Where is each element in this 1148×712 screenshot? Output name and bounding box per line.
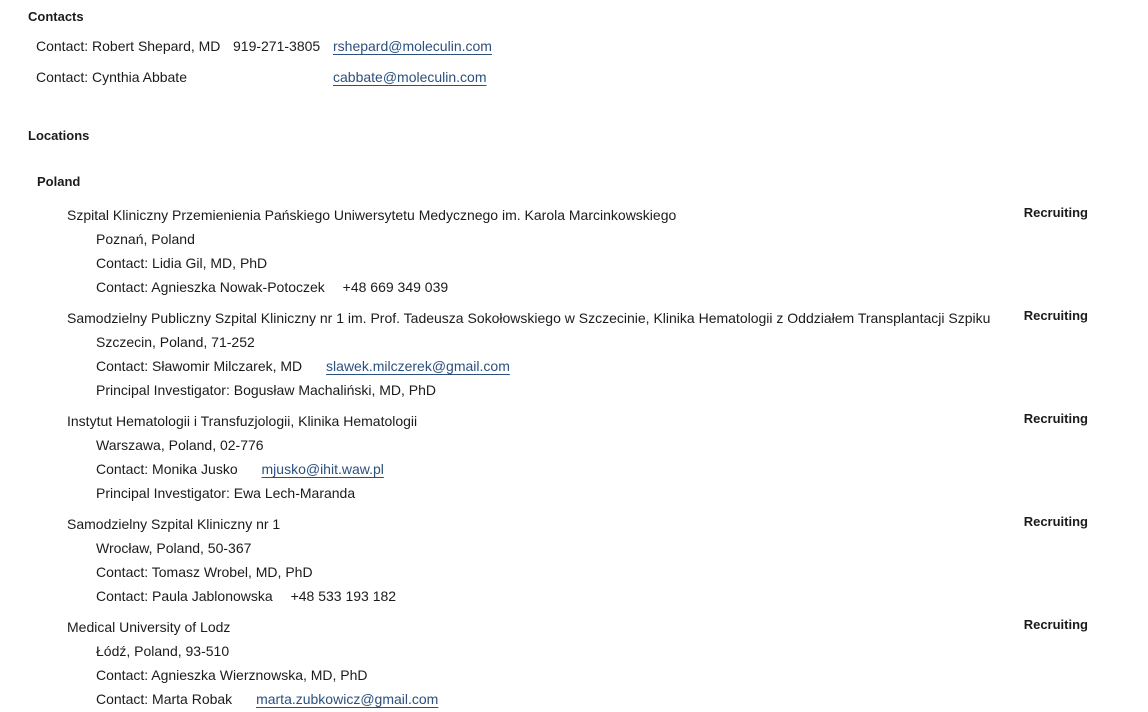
location-contact: Contact: Lidia Gil, MD, PhD — [96, 255, 268, 271]
contact-name: Contact: Cynthia Abbate — [36, 69, 187, 85]
recruitment-status-badge: Recruiting — [1023, 617, 1088, 632]
contact-email-link[interactable]: cabbate@moleculin.com — [333, 69, 487, 85]
location-contact — [96, 457, 1018, 481]
contact-name: Contact: Agnieszka Nowak-Potoczek — [96, 279, 325, 295]
country-heading: Poland — [37, 174, 81, 189]
facility-name: Samodzielny Szpital Kliniczny nr 1 — [67, 516, 281, 532]
location-entry — [67, 409, 1148, 505]
location-contact: Contact: Tomasz Wrobel, MD, PhD — [96, 564, 313, 580]
facility-name: Medical University of Lodz — [67, 619, 231, 635]
contacts-table — [36, 38, 1148, 86]
location-contact — [96, 354, 1018, 378]
location-city: Poznań, Poland — [96, 231, 195, 247]
contact-email-link[interactable]: slawek.milczerek@gmail.com — [326, 358, 510, 374]
facility-name: Instytut Hematologii i Transfuzjologii, Klinika Hematologii — [67, 413, 418, 429]
location-contact — [96, 584, 1018, 608]
location-contact: Contact: Agnieszka Wierznowska, MD, PhD — [96, 667, 368, 683]
contact-email-link[interactable]: marta.zubkowicz@gmail.com — [256, 691, 439, 707]
principal-investigator: Principal Investigator: Ewa Lech-Maranda — [96, 485, 356, 501]
location-entry — [67, 203, 1148, 299]
contact-name: Contact: Paula Jablonowska — [96, 588, 273, 604]
location-city: Warszawa, Poland, 02-776 — [96, 437, 264, 453]
location-entry — [67, 512, 1148, 608]
recruitment-status-badge: Recruiting — [1023, 308, 1088, 323]
locations-section — [0, 128, 1148, 711]
contact-email-link[interactable]: rshepard@moleculin.com — [333, 38, 492, 54]
contact-name: Contact: Sławomir Milczarek, MD — [96, 358, 303, 374]
location-city: Łódź, Poland, 93-510 — [96, 643, 230, 659]
recruitment-status-badge: Recruiting — [1023, 514, 1088, 529]
contact-email-link[interactable]: mjusko@ihit.waw.pl — [261, 461, 384, 477]
facility-name: Szpital Kliniczny Przemienienia Pańskiego Uniwersytetu Medycznego im. Karola Marcinkowskiego — [67, 207, 677, 223]
contacts-section — [0, 9, 1148, 86]
location-contact — [96, 687, 1018, 711]
location-contact — [96, 275, 1018, 299]
contact-name: Contact: Marta Robak — [96, 691, 233, 707]
contact-phone: 919-271-3805 — [233, 38, 321, 54]
contacts-heading: Contacts — [28, 9, 84, 24]
contact-name: Contact: Monika Jusko — [96, 461, 238, 477]
locations-heading: Locations — [28, 128, 90, 143]
facility-name: Samodzielny Publiczny Szpital Kliniczny nr 1 im. Prof. Tadeusza Sokołowskiego w Szczecinie, Klinika Hematologii z Oddziałem Transplantacji Szpiku — [67, 310, 991, 326]
contact-name: Contact: Robert Shepard, MD — [36, 38, 221, 54]
location-entry — [67, 615, 1148, 711]
location-entry — [67, 306, 1148, 402]
location-list — [0, 203, 1148, 711]
location-city: Wrocław, Poland, 50-367 — [96, 540, 252, 556]
principal-investigator: Principal Investigator: Bogusław Machaliński, MD, PhD — [96, 382, 437, 398]
contact-phone: +48 533 193 182 — [290, 588, 397, 604]
contact-phone: +48 669 349 039 — [342, 279, 449, 295]
recruitment-status-badge: Recruiting — [1023, 205, 1088, 220]
recruitment-status-badge: Recruiting — [1023, 411, 1088, 426]
location-city: Szczecin, Poland, 71-252 — [96, 334, 255, 350]
